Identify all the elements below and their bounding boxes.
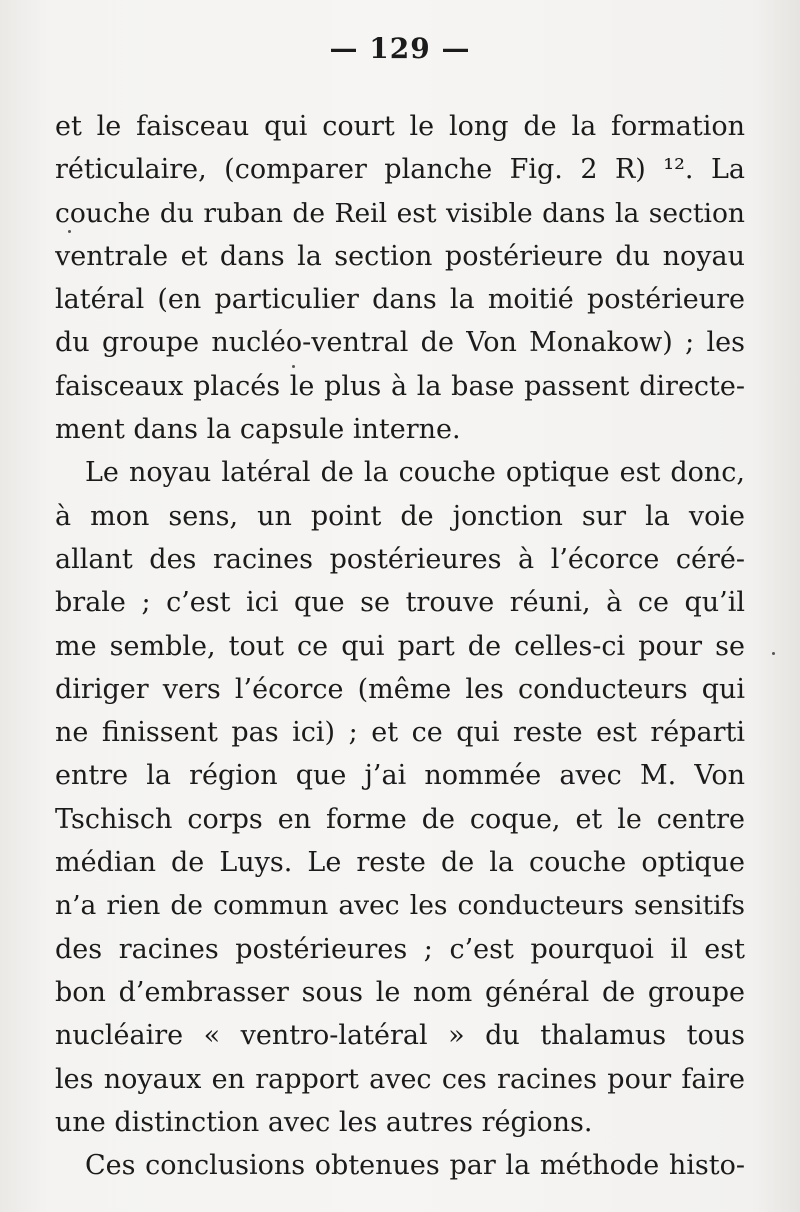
text-line: ment dans la capsule interne. <box>55 414 461 446</box>
print-speck <box>772 652 775 655</box>
text-line: médian de Luys. Le reste de la couche optique <box>55 847 745 879</box>
text-line: nucléaire « ventro-latéral » du thalamus tous <box>55 1020 745 1052</box>
text-line: couche du ruban de Reil est visible dans la section <box>55 197 745 229</box>
text-line: diriger vers l’écorce (même les conducteurs qui <box>55 673 745 705</box>
text-line: Tschisch corps en forme de coque, et le centre <box>55 803 745 835</box>
text-line: Ces conclusions obtenues par la méthode histo- <box>85 1150 745 1182</box>
text-line: bon d’embrasser sous le nom général de groupe <box>55 976 745 1008</box>
text-line: entre la région que j’ai nommée avec M. Von <box>55 760 745 792</box>
print-speck <box>292 365 295 368</box>
text-line: à mon sens, un point de jonction sur la voie <box>55 500 745 532</box>
text-line: ne finissent pas ici) ; et ce qui reste est réparti <box>55 717 745 749</box>
text-line: Le noyau latéral de la couche optique est donc, <box>85 457 745 489</box>
text-line: réticulaire, (comparer planche Fig. 2 R) ¹². La <box>55 154 745 186</box>
text-line: du groupe nucléo-ventral de Von Monakow) ; les <box>55 327 745 359</box>
text-line: ventrale et dans la section postérieure du noyau <box>55 240 745 272</box>
page-number: — 129 — <box>329 32 471 65</box>
text-line: n’a rien de commun avec les conducteurs sensitifs <box>55 890 745 922</box>
print-speck <box>68 230 71 233</box>
text-line: brale ; c’est ici que se trouve réuni, à ce qu’il <box>55 587 745 619</box>
text-line: faisceaux placés le plus à la base passent directe- <box>55 370 745 402</box>
text-line: des racines postérieures ; c’est pourquoi il est <box>55 933 745 965</box>
text-line: me semble, tout ce qui part de celles-ci pour se <box>55 630 745 662</box>
body-text <box>55 105 745 1187</box>
text-line: une distinction avec les autres régions. <box>55 1106 593 1138</box>
text-line: allant des racines postérieures à l’écorce céré- <box>55 543 745 575</box>
text-line: et le faisceau qui court le long de la formation <box>55 111 745 142</box>
text-line: les noyaux en rapport avec ces racines pour faire <box>55 1063 745 1095</box>
text-line: latéral (en particulier dans la moitié postérieure <box>55 284 745 316</box>
